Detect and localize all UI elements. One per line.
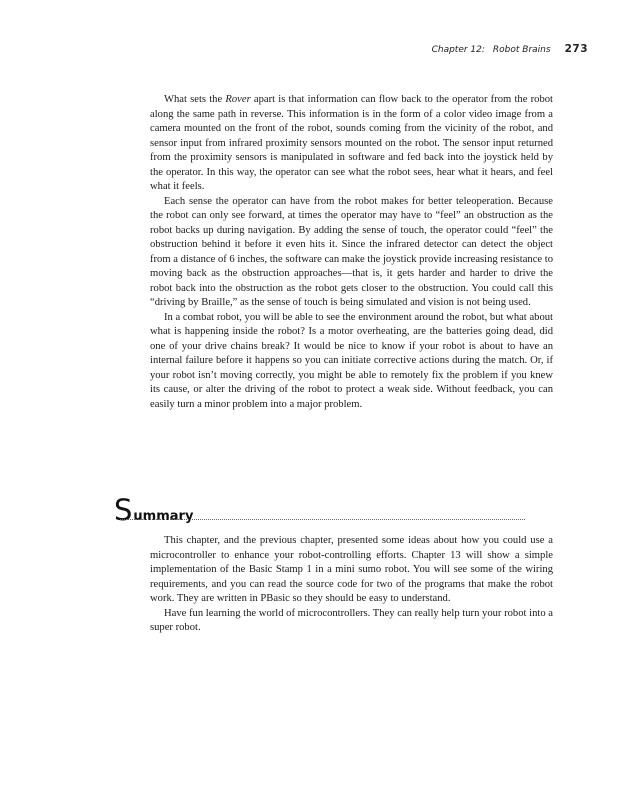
- page-number: 273: [564, 43, 588, 55]
- paragraph-rover: [150, 93, 553, 195]
- paragraph-combat-robot: In a combat robot, you will be able to see the environment around the robot, but what about what is happening inside the robot? Is a motor overheating, are the batteries going dead, did one of your drive chains break? It would be nice to know if your robot is about to have an internal failure before it happens so you can initiate corrective actions during the match. Or, if your robot isn’t moving correctly, you might be able to remotely fix the problem if you knew its cause, or alter the driving of the robot to protect a weak side. Without feedback, you can easily turn a minor problem into a major problem.: [150, 311, 553, 410]
- summary-heading-rest: ummary: [133, 509, 194, 524]
- summary-heading: [114, 493, 194, 527]
- paragraph-rover-start: What sets the: [164, 94, 226, 105]
- paragraph-teleoperation: Each sense the operator can have from the robot makes for better teleoperation. Because the robot can only see forward, at times the operator may have to “feel” an obstruction as the robot backs up during navigation. By adding the sense of touch, the operator could “feel” the obstruction behind it before it even hits it. Since the infrared detector can detect the object from a distance of 6 inches, the software can make the joystick provide increasing resistance to moving back as the obstruction approaches—that is, it gets harder and harder to drive the robot back into the obstruction as the robot gets closer to the obstruction. You could call this “driving by Braille,” as the sense of touch is being simulated and vision is not being used.: [150, 195, 554, 308]
- rover-emphasis: Rover: [225, 94, 251, 105]
- heading-rule: [120, 519, 525, 520]
- summary-text: [150, 534, 553, 636]
- summary-paragraph-2: Have fun learning the world of microcontrollers. They can really help turn your robot into a super robot.: [150, 607, 553, 633]
- summary-paragraph-1: This chapter, and the previous chapter, presented some ideas about how you could use a microcontroller to enhance your robot-controlling efforts. Chapter 13 will show a simple implementation of the Basic Stamp 1 in a mini sumo robot. You will see some of the wiring requirements, and you can read the source code for two of the programs that make the robot work. They are written in PBasic so they should be easy to understand.: [150, 535, 553, 604]
- body-text: [150, 93, 553, 412]
- header-chapter-title: Robot Brains: [492, 45, 551, 55]
- running-header: [432, 43, 588, 55]
- summary-heading-initial: S: [114, 493, 133, 527]
- header-chapter: Chapter 12:: [431, 45, 485, 55]
- paragraph-rover-rest: apart is that information can flow back to the operator from the robot along the same path in reverse. This information is in the form of a color video image from a camera mounted on the front of the robot, sounds coming from the vicinity of the robot, and sensor input from infrared proximity sensors mounted on the robot. The sensor input returned from the proximity sensors is manipulated in software and fed back into the joystick held by the operator. In this way, the operator can see what the robot sees, hear what it hears, and feel what it feels.: [150, 94, 553, 192]
